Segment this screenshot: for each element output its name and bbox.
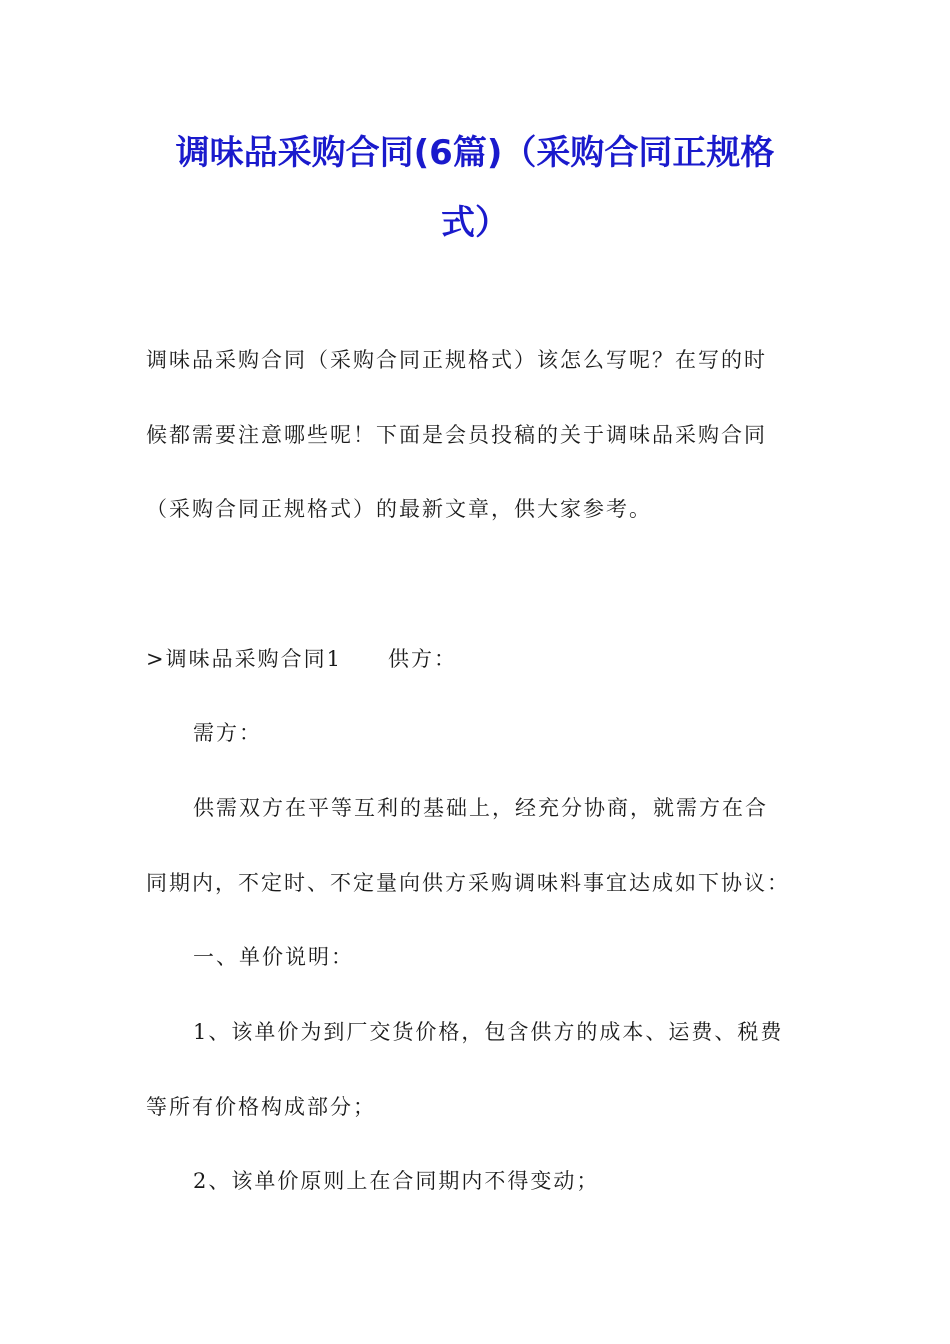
document-title-line-1: 调味品采购合同(6篇)（采购合同正规格 bbox=[175, 133, 775, 173]
section-1-heading: 一、单价说明： bbox=[193, 945, 354, 969]
item-2: 2、该单价原则上在合同期内不得变动； bbox=[193, 1169, 600, 1193]
intro-line-3: （采购合同正规格式）的最新文章，供大家参考。 bbox=[146, 497, 652, 521]
intro-line-1: 调味品采购合同（采购合同正规格式）该怎么写呢？在写的时 bbox=[146, 348, 767, 372]
contract-heading: >调味品采购合同1 供方： bbox=[146, 647, 457, 671]
intro-line-2: 候都需要注意哪些呢！下面是会员投稿的关于调味品采购合同 bbox=[146, 423, 767, 447]
document-title-line-2: 式） bbox=[441, 203, 509, 243]
buyer-label: 需方： bbox=[193, 721, 262, 745]
item-1-line-2: 等所有价格构成部分； bbox=[146, 1095, 376, 1119]
paragraph-1-line-2: 同期内，不定时、不定量向供方采购调味料事宜达成如下协议： bbox=[146, 871, 790, 895]
paragraph-1-line-1: 供需双方在平等互利的基础上，经充分协商，就需方在合 bbox=[193, 796, 768, 820]
item-1-line-1: 1、该单价为到厂交货价格，包含供方的成本、运费、税费 bbox=[193, 1020, 784, 1044]
